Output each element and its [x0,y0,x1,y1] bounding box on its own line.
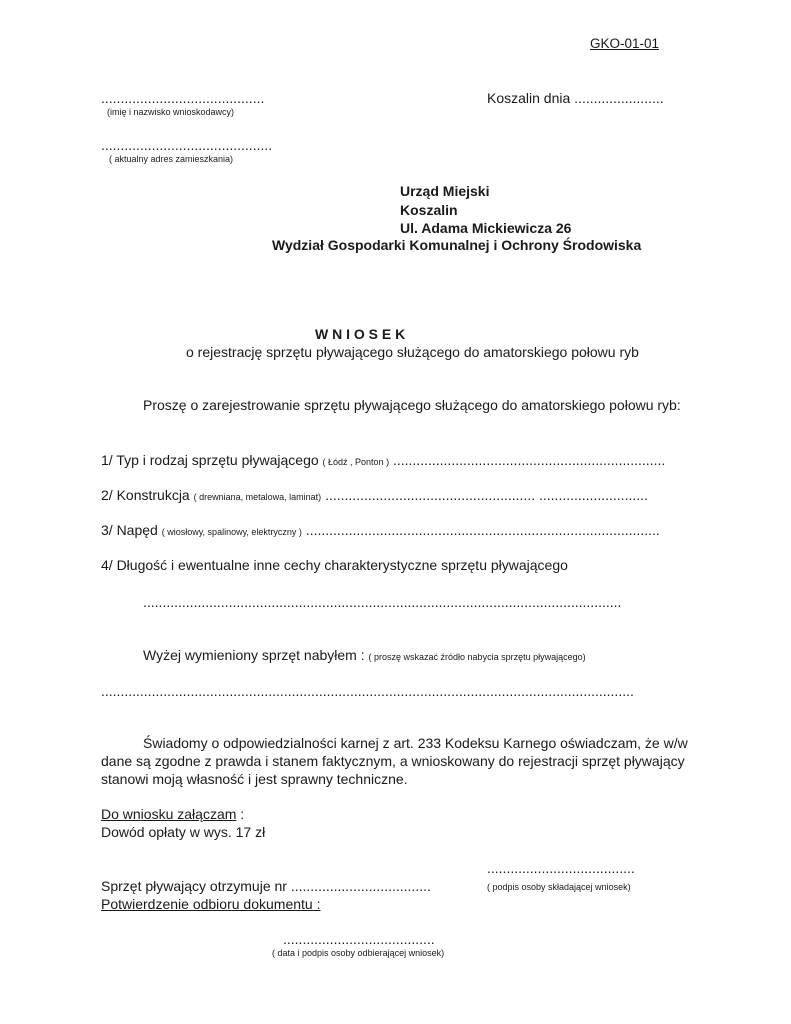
applicant-address-hint: ( aktualny adres zamieszkania) [109,154,234,164]
item-4-label: 4/ Długość i ewentualne inne cechy charakterystyczne sprzętu pływającego [101,557,568,573]
applicant-signature-hint: ( podpis osoby składającej wniosek) [487,882,631,892]
item-1 [101,452,665,468]
statement-line-2: dane są zgodne z prawda i stanem faktycznym, a wnioskowany do rejestracji sprzęt pływający [101,753,685,769]
applicant-address-field: ............................................ [101,137,273,153]
request-text: Proszę o zarejestrowanie sprzętu pływającego służącego do amatorskiego połowu ryb: [143,397,681,413]
item-2-field: ...................................................... ............................ [325,487,648,503]
item-2 [101,487,648,503]
attachments-heading: Do wniosku załączam [101,806,237,822]
attachments-colon: : [236,806,245,822]
statement-line-3: stanowi moją własność i jest sprawny techniczne. [101,771,408,787]
item-2-hint: ( drewniana, metalowa, laminat) [193,492,322,502]
form-subtitle: o rejestrację sprzętu pływającego służącego do amatorskiego połowu ryb [186,344,639,360]
recipient-line-4: Wydział Gospodarki Komunalnej i Ochrony Środowiska [272,237,642,253]
attachment-item: Dowód opłaty w wys. 17 zł [101,824,266,840]
acquired-label: Wyżej wymieniony sprzęt nabyłem : [143,647,365,663]
item-3-hint: ( wiosłowy, spalinowy, elektryczny ) [161,527,302,537]
applicant-signature-field: ...................................... [487,860,635,876]
recipient-line-2: Koszalin [400,202,458,218]
acquired-hint: ( proszę wskazać źródło nabycia sprzętu pływającego) [368,652,586,662]
acquired-line [143,647,586,663]
registration-number-line: Sprzęt pływający otrzymuje nr .................................... [101,878,431,894]
recipient-line-3: Ul. Adama Mickiewicza 26 [400,220,572,236]
document-code: GKO-01-01 [590,36,660,51]
form-title: W N I O S E K [315,326,406,342]
receiver-signature-hint: ( data i podpis osoby odbierającej wniosek) [272,948,445,958]
item-1-field: ...................................................................... [392,452,666,468]
receipt-confirmation-heading: Potwierdzenie odbioru dokumentu : [101,896,321,912]
item-3 [101,522,660,538]
item-2-label: 2/ Konstrukcja [101,487,190,503]
item-1-label: 1/ Typ i rodzaj sprzętu pływającego [101,452,319,468]
applicant-name-hint: (imię i nazwisko wnioskodawcy) [107,107,235,117]
place-date: Koszalin dnia ....................... [487,90,664,106]
item-1-hint: ( Łódź , Ponton ) [322,457,390,467]
item-3-field: ........................................................................................... [305,522,660,538]
recipient-line-1: Urząd Miejski [400,183,490,199]
acquired-field: ......................................................................................................................................... [101,683,634,699]
statement-line-1: Świadomy o odpowiedzialności karnej z art. 233 Kodeksu Karnego oświadczam, że w/w [143,735,688,751]
applicant-name-field: .......................................... [101,90,265,106]
receiver-signature-field: ....................................... [283,931,435,947]
attachments-heading-line [101,806,244,822]
item-3-label: 3/ Napęd [101,522,158,538]
item-4-field: ........................................................................................................................... [143,594,622,610]
